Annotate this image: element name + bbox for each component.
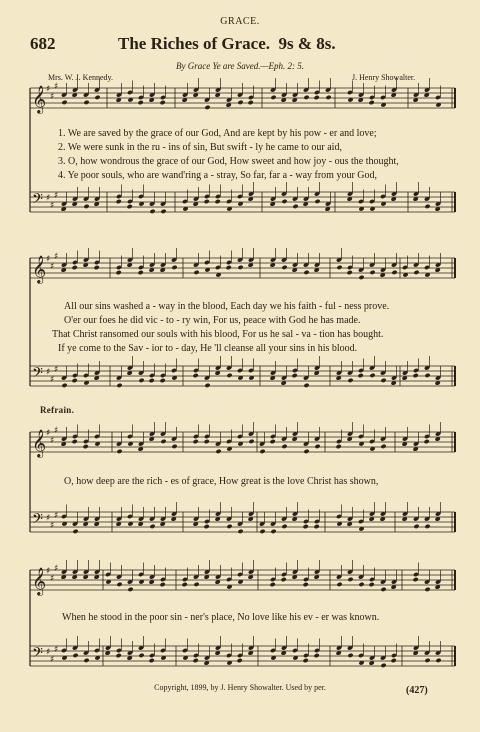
key-signature-sharp: ♯	[54, 511, 59, 521]
note-head	[347, 577, 353, 582]
note-head	[127, 204, 133, 209]
note-head	[204, 439, 210, 444]
note-head	[391, 270, 397, 275]
note-head	[424, 439, 430, 444]
note-head	[292, 373, 298, 378]
key-signature-sharp: ♯	[50, 201, 55, 211]
verse-3-line-1: 3. O, how wondrous the grace of our God, How sweet and how joy - ous the thought,	[58, 156, 399, 167]
key-signature-sharp: ♯	[46, 647, 51, 658]
page-number: (427)	[406, 685, 428, 696]
note-head	[380, 444, 386, 449]
key-signature-sharp: ♯	[54, 365, 59, 375]
key-signature-sharp: ♯	[54, 191, 59, 201]
key-signature-sharp: ♯	[50, 436, 55, 446]
note-head	[72, 653, 78, 658]
verse-2-line-2: O'er our foes he did vic - to - ry win, For us, peace with God he has made.	[64, 315, 361, 326]
note-head	[83, 444, 89, 449]
bass-clef: 𝄢	[32, 365, 43, 385]
note-head	[270, 582, 276, 587]
note-head	[391, 658, 397, 663]
note-head	[83, 100, 89, 105]
key-signature-sharp: ♯	[46, 367, 51, 378]
note-head	[160, 378, 166, 383]
note-head	[160, 100, 166, 105]
key-signature-sharp: ♯	[46, 428, 51, 439]
note-head	[303, 658, 309, 663]
key-signature-sharp: ♯	[46, 84, 51, 95]
note-head	[72, 529, 78, 534]
note-head	[204, 524, 210, 529]
key-signature-sharp: ♯	[50, 574, 55, 584]
treble-clef: 𝄞	[32, 255, 47, 283]
note-head	[72, 265, 78, 270]
note-head	[314, 199, 320, 204]
note-head	[424, 524, 430, 529]
note-head	[237, 658, 243, 663]
note-head	[83, 204, 89, 209]
note-head	[61, 100, 67, 105]
note-head	[149, 209, 155, 214]
note-head	[347, 270, 353, 275]
key-signature-sharp: ♯	[46, 193, 51, 204]
refrain-label: Refrain.	[40, 405, 75, 415]
note-head	[193, 582, 199, 587]
note-head	[347, 378, 353, 383]
note-head	[281, 444, 287, 449]
note-head	[281, 577, 287, 582]
refrain-line-1: O, how deep are the rich - es of grace, How great is the love Christ has shown,	[64, 476, 379, 487]
note-head	[94, 265, 100, 270]
note-head	[160, 582, 166, 587]
bass-clef: 𝄢	[32, 511, 43, 531]
note-head	[83, 658, 89, 663]
copyright-notice: Copyright, 1899, by J. Henry Showalter. Used by per.	[154, 683, 326, 692]
key-signature-sharp: ♯	[50, 521, 55, 531]
key-signature-sharp: ♯	[54, 426, 59, 436]
note-head	[413, 270, 419, 275]
note-head	[336, 444, 342, 449]
note-head	[358, 582, 364, 587]
bass-clef: 𝄢	[32, 191, 43, 211]
verse-3-line-2: That Christ ransomed our souls with his blood, For us he sal - va - tion has bought.	[52, 329, 384, 340]
note-head	[303, 582, 309, 587]
note-head	[116, 449, 122, 454]
note-head	[413, 524, 419, 529]
note-head	[94, 95, 100, 100]
note-head	[116, 199, 122, 204]
note-head	[314, 653, 320, 658]
note-head	[138, 270, 144, 275]
note-head	[424, 658, 430, 663]
section-heading: GRACE.	[220, 16, 260, 27]
note-head	[259, 449, 265, 454]
note-head	[314, 524, 320, 529]
note-head	[171, 444, 177, 449]
key-signature-sharp: ♯	[46, 254, 51, 265]
note-head	[193, 439, 199, 444]
verse-1-line-1: 1. We are saved by the grace of our God, And are kept by his pow - er and love;	[58, 128, 377, 139]
note-head	[369, 270, 375, 275]
note-head	[204, 199, 210, 204]
verse-2-line-1: 2. We were sunk in the ru - ins of sin, But swift - ly he came to our aid,	[58, 142, 342, 153]
note-head	[292, 204, 298, 209]
key-signature-sharp: ♯	[46, 566, 51, 577]
note-head	[435, 658, 441, 663]
note-head	[303, 270, 309, 275]
note-head	[303, 449, 309, 454]
note-head	[116, 270, 122, 275]
verse-1-line-2: All our sins washed a - way in the blood, Each day we his faith - ful - ness prove.	[64, 301, 390, 312]
note-head	[325, 95, 331, 100]
note-head	[413, 373, 419, 378]
note-head	[270, 95, 276, 100]
note-head	[138, 378, 144, 383]
key-signature-sharp: ♯	[50, 262, 55, 272]
treble-clef: 𝄞	[32, 567, 47, 595]
note-head	[61, 383, 67, 388]
note-head	[237, 265, 243, 270]
note-head	[259, 529, 265, 534]
note-head	[336, 265, 342, 270]
note-head	[303, 95, 309, 100]
note-head	[270, 529, 276, 534]
note-head	[72, 439, 78, 444]
key-signature-sharp: ♯	[54, 252, 59, 262]
note-head	[270, 439, 276, 444]
note-head	[204, 383, 210, 388]
key-signature-sharp: ♯	[54, 645, 59, 655]
note-head	[424, 204, 430, 209]
note-head	[424, 587, 430, 592]
note-head	[358, 373, 364, 378]
title-text: The Riches of Grace.	[118, 34, 271, 53]
key-signature-sharp: ♯	[50, 375, 55, 385]
note-head	[149, 524, 155, 529]
bass-clef: 𝄢	[32, 645, 43, 665]
note-head	[149, 658, 155, 663]
note-head	[369, 373, 375, 378]
meter: 9s & 8s.	[278, 34, 336, 53]
note-head	[347, 653, 353, 658]
note-head	[336, 582, 342, 587]
note-head	[226, 524, 232, 529]
note-head	[369, 100, 375, 105]
note-head	[303, 524, 309, 529]
composer-credit: J. Henry Showalter.	[352, 73, 416, 82]
key-signature-sharp: ♯	[46, 513, 51, 524]
note-head	[237, 529, 243, 534]
note-head	[358, 275, 364, 280]
note-head	[149, 378, 155, 383]
note-head	[193, 373, 199, 378]
key-signature-sharp: ♯	[50, 92, 55, 102]
note-head	[215, 199, 221, 204]
note-head	[281, 265, 287, 270]
note-head	[413, 577, 419, 582]
note-head	[116, 653, 122, 658]
note-head	[193, 658, 199, 663]
note-head	[248, 100, 254, 105]
note-head	[424, 373, 430, 378]
note-head	[281, 524, 287, 529]
key-signature-sharp: ♯	[54, 82, 59, 92]
treble-clef: 𝄞	[32, 85, 47, 113]
refrain-line-2: When he stood in the poor sin - ner's place, No love like his ev - er was known.	[62, 612, 380, 623]
hymn-number: 682	[30, 34, 56, 53]
note-head	[215, 449, 221, 454]
note-head	[237, 100, 243, 105]
note-head	[226, 373, 232, 378]
note-head	[116, 383, 122, 388]
scripture-reference: By Grace Ye are Saved.—Eph. 2: 5.	[175, 61, 305, 71]
treble-clef: 𝄞	[32, 429, 47, 457]
note-head	[138, 653, 144, 658]
note-head	[248, 439, 254, 444]
note-head	[380, 587, 386, 592]
note-head	[116, 582, 122, 587]
note-head	[380, 663, 386, 668]
note-head	[160, 439, 166, 444]
key-signature-sharp: ♯	[54, 564, 59, 574]
note-head	[281, 199, 287, 204]
key-signature-sharp: ♯	[50, 655, 55, 665]
note-head	[193, 270, 199, 275]
note-head	[72, 378, 78, 383]
verse-4-line-1: 4. Ye poor souls, who are wand'ring a - stray, So far, far a - way from your God,	[58, 170, 378, 181]
note-head	[138, 100, 144, 105]
note-head	[226, 265, 232, 270]
note-head	[303, 383, 309, 388]
note-head	[314, 444, 320, 449]
note-head	[204, 105, 210, 110]
lyricist-credit: Mrs. W. J. Kennedy.	[48, 73, 114, 82]
note-head	[380, 378, 386, 383]
note-head	[160, 209, 166, 214]
note-head	[171, 265, 177, 270]
note-head	[369, 582, 375, 587]
note-head	[182, 582, 188, 587]
note-head	[127, 587, 133, 592]
note-head	[314, 95, 320, 100]
verse-4-line-2: If ye come to the Sav - ior to - day, He 'll cleanse all your sins in his blood.	[58, 343, 358, 354]
